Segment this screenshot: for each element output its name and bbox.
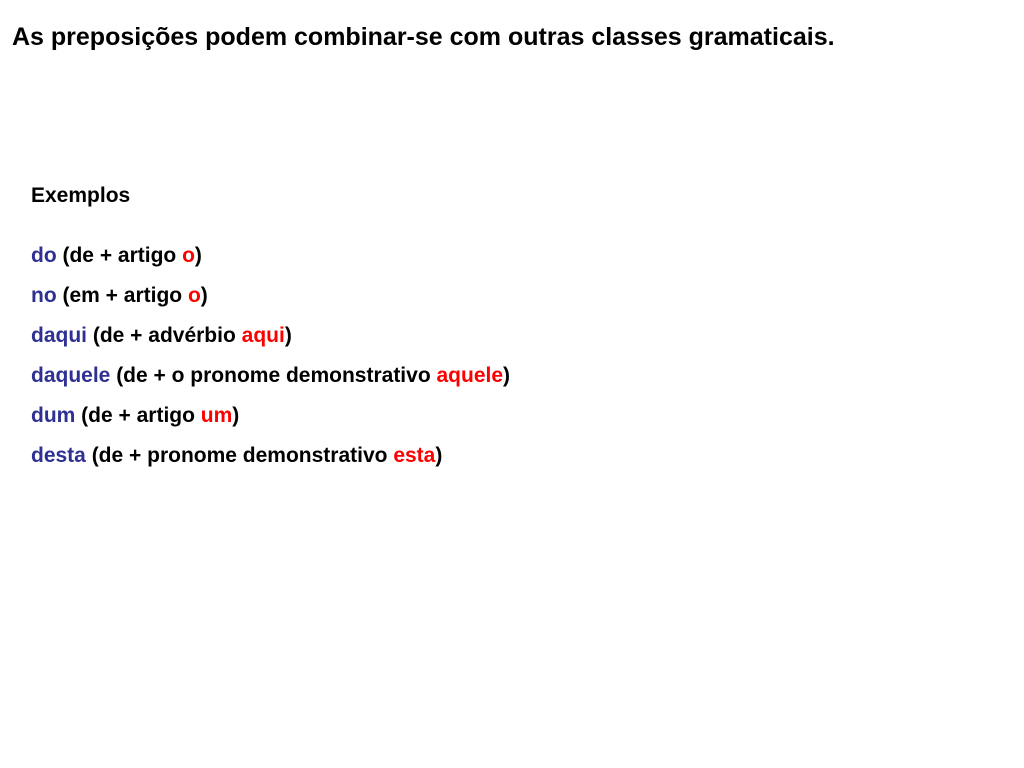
example-row-do xyxy=(31,236,510,276)
base-word: o xyxy=(182,244,195,267)
composition-prefix: (de + o pronome demonstrativo xyxy=(110,364,437,387)
examples-heading: Exemplos xyxy=(31,184,131,207)
composition-prefix: (em + artigo xyxy=(56,284,188,307)
example-row-desta xyxy=(31,436,510,476)
example-row-dum xyxy=(31,396,510,436)
contraction-word: daqui xyxy=(31,324,87,347)
composition-prefix: (de + advérbio xyxy=(87,324,242,347)
base-word: um xyxy=(200,404,233,427)
contraction-word: daquele xyxy=(31,364,111,387)
slide-title: As preposições podem combinar-se com outras classes gramaticais. xyxy=(12,23,835,51)
example-row-daquele xyxy=(31,356,510,396)
base-word: aqui xyxy=(241,324,285,347)
composition-prefix: (de + pronome demonstrativo xyxy=(85,444,394,467)
base-word: o xyxy=(187,284,201,307)
composition-suffix: ) xyxy=(200,284,208,307)
composition-suffix: ) xyxy=(232,404,240,427)
examples-block xyxy=(31,180,510,476)
contraction-word: dum xyxy=(31,404,76,427)
composition-suffix: ) xyxy=(284,324,292,347)
base-word: esta xyxy=(393,444,436,467)
composition-prefix: (de + artigo xyxy=(75,404,201,427)
composition-suffix: ) xyxy=(435,444,443,467)
base-word: aquele xyxy=(436,364,504,387)
composition-suffix: ) xyxy=(503,364,511,387)
example-row-no xyxy=(31,276,510,316)
contraction-word: no xyxy=(31,284,57,307)
composition-suffix: ) xyxy=(194,244,202,267)
contraction-word: desta xyxy=(31,444,86,467)
contraction-word: do xyxy=(31,244,57,267)
example-row-daqui xyxy=(31,316,510,356)
composition-prefix: (de + artigo xyxy=(56,244,183,267)
